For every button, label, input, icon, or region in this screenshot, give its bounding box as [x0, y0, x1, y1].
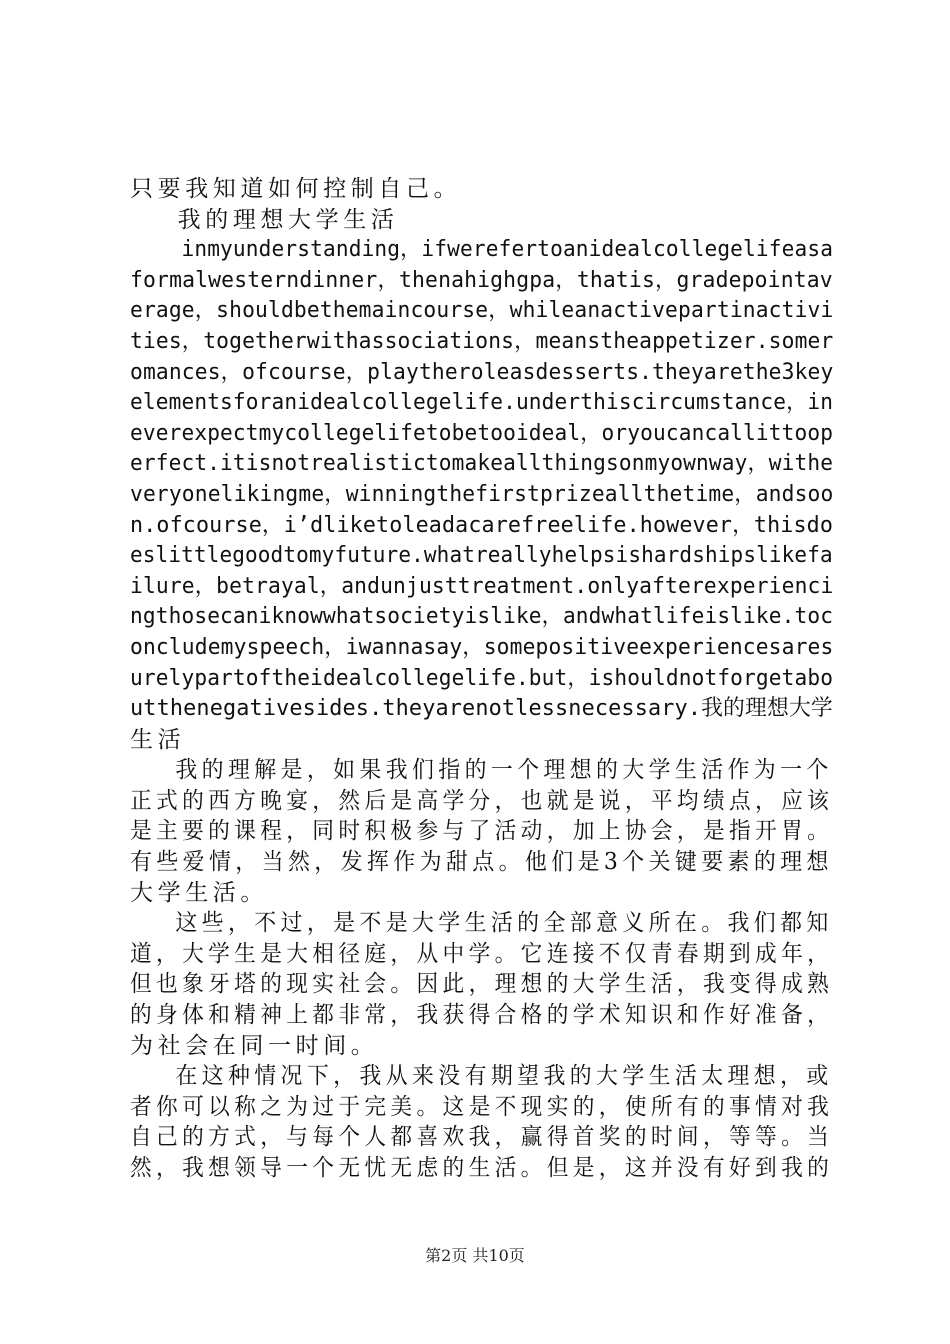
document-body — [130, 174, 833, 1184]
text-line: utthenegativesides.theyarenotlessnecessary.我的理想大学 — [130, 696, 833, 722]
text-line: eslittlegoodtomyfuture.whatreallyhelpsishardshipslikefa — [130, 543, 833, 569]
text-line: elementsforanidealcollegelife.underthiscircumstance，in — [130, 390, 834, 416]
text-line: 是主要的课程，同时积极参与了活动，加上协会，是指开胃。 — [130, 818, 834, 845]
text-line: ilure，betrayal，andunjusttreatment.onlyafterexperienci — [130, 573, 834, 599]
text-line: 为社会在同一时间。 — [130, 1032, 379, 1059]
text-line: 我的理解是，如果我们指的一个理想的大学生活作为一个 — [130, 757, 833, 784]
text-line: 然，我想领导一个无忧无虑的生活。但是，这并没有好到我的 — [130, 1155, 834, 1181]
text-line: veryonelikingme，winningthefirstprizeallthetime，andsoo — [130, 481, 834, 507]
text-line: n.ofcourse，i’dliketoleadacarefreelife.however，thisdo — [130, 512, 834, 538]
text-line: 这些，不过，是不是大学生活的全部意义所在。我们都知 — [130, 910, 833, 937]
page-number-footer: 第2页 共10页 — [425, 1246, 525, 1265]
text-line: formalwesterndinner，thenahighgpa，thatis，gradepointav — [130, 267, 833, 293]
text-line: urelypartoftheidealcollegelife.but，ishouldnotforgetabo — [130, 665, 834, 691]
text-line: 我的理想大学生活 — [130, 206, 399, 233]
text-line: ties，togetherwithassociations，meanstheappetizer.somer — [130, 328, 834, 354]
text-line: erfect.itisnotrealistictomakeallthingsonmyownway，withe — [130, 451, 834, 477]
text-line: erage，shouldbethemaincourse，whileanactivepartinactivi — [130, 298, 834, 324]
text-line: 大学生活。 — [130, 879, 268, 906]
text-line: 者你可以称之为过于完美。这是不现实的，使所有的事情对我 — [130, 1093, 834, 1120]
text-line: everexpectmycollegelifetobetooideal，oryoucancallittoop — [130, 420, 834, 446]
text-line: 道，大学生是大相径庭，从中学。它连接不仅青春期到成年， — [130, 940, 834, 967]
text-line: omances，ofcourse，playtheroleasdesserts.theyarethe3key — [130, 359, 834, 385]
text-line: 只要我知道如何控制自己。 — [130, 176, 462, 202]
text-line: inmyunderstanding，ifwerefertoanidealcollegelifeasa — [130, 237, 834, 263]
text-line: 有些爱情，当然，发挥作为甜点。他们是3个关键要素的理想 — [130, 849, 833, 876]
text-line: 的身体和精神上都非常，我获得合格的学术知识和作好准备， — [130, 1002, 834, 1029]
text-line: 生活 — [130, 726, 186, 753]
text-line: 但也象牙塔的现实社会。因此，理想的大学生活，我变得成熟 — [130, 971, 834, 998]
text-line: oncludemyspeech，iwannasay，somepositiveexperiencesares — [130, 634, 834, 660]
text-line: ngthosecaniknowwhatsocietyislike，andwhatlifeislike.toc — [130, 604, 834, 630]
text-line: 在这种情况下，我从来没有期望我的大学生活太理想，或 — [130, 1063, 833, 1090]
text-line: 自己的方式，与每个人都喜欢我，赢得首奖的时间，等等。当 — [130, 1124, 834, 1151]
text-line: 正式的西方晚宴，然后是高学分，也就是说，平均绩点，应该 — [130, 787, 834, 814]
